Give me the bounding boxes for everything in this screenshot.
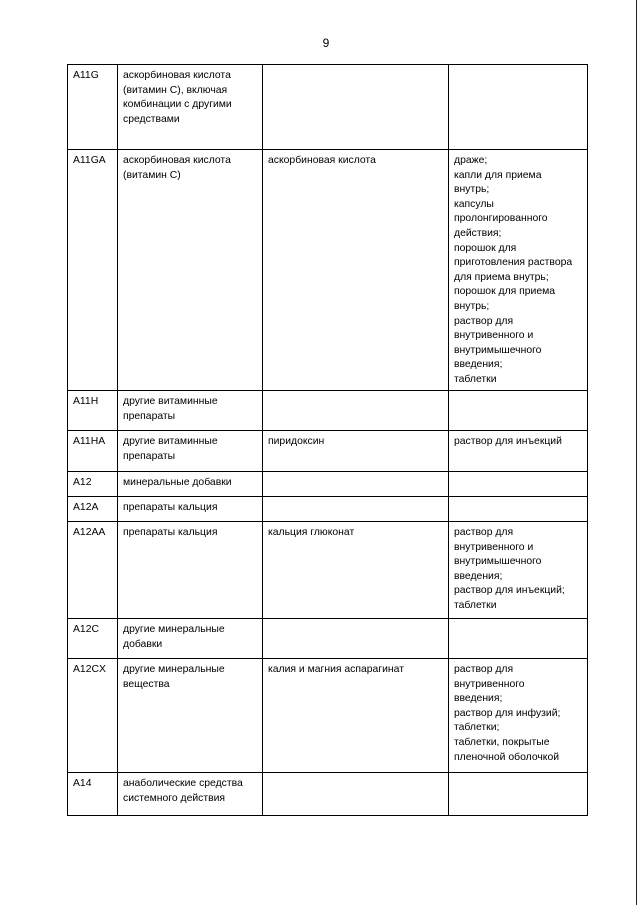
atc-code-cell: A11GA: [68, 150, 118, 391]
table-row: [68, 497, 588, 522]
group-name-cell: препараты кальция: [118, 497, 263, 522]
table-row: [68, 65, 588, 150]
substance-cell: [263, 391, 449, 431]
substance-cell: [263, 65, 449, 150]
atc-code-cell: A12CX: [68, 659, 118, 773]
dosage-forms-cell: драже; капли для приема внутрь; капсулы пролонгированного действия; порошок для приготовления раствора для приема внутрь; порошок для приема внутрь; раствор для внутривенного и внутримышечного введения; таблетки: [449, 150, 588, 391]
group-name-cell: аскорбиновая кислота (витамин С), включая комбинации с другими средствами: [118, 65, 263, 150]
atc-code-cell: A12AA: [68, 522, 118, 619]
group-name-cell: аскорбиновая кислота (витамин С): [118, 150, 263, 391]
group-name-cell: анаболические средства системного действия: [118, 773, 263, 816]
table-row: [68, 522, 588, 619]
substance-cell: [263, 773, 449, 816]
dosage-forms-cell: [449, 619, 588, 659]
substance-cell: калия и магния аспарагинат: [263, 659, 449, 773]
atc-code-cell: A12C: [68, 619, 118, 659]
table-row: [68, 773, 588, 816]
group-name-cell: препараты кальция: [118, 522, 263, 619]
group-name-cell: другие минеральные вещества: [118, 659, 263, 773]
atc-code-cell: A14: [68, 773, 118, 816]
dosage-forms-cell: [449, 773, 588, 816]
group-name-cell: другие минеральные добавки: [118, 619, 263, 659]
substance-cell: кальция глюконат: [263, 522, 449, 619]
table-row: [68, 472, 588, 497]
table-row: [68, 431, 588, 472]
substance-cell: [263, 619, 449, 659]
dosage-forms-cell: раствор для инъекций: [449, 431, 588, 472]
atc-code-cell: A11HA: [68, 431, 118, 472]
table-body: [68, 65, 588, 816]
atc-code-cell: A12: [68, 472, 118, 497]
atc-code-cell: A12A: [68, 497, 118, 522]
substance-cell: аскорбиновая кислота: [263, 150, 449, 391]
substance-cell: [263, 472, 449, 497]
table-row: [68, 619, 588, 659]
table-row: [68, 150, 588, 391]
atc-code-cell: A11G: [68, 65, 118, 150]
substance-cell: пиридоксин: [263, 431, 449, 472]
table-row: [68, 659, 588, 773]
dosage-forms-cell: [449, 65, 588, 150]
group-name-cell: минеральные добавки: [118, 472, 263, 497]
atc-code-cell: A11H: [68, 391, 118, 431]
dosage-forms-cell: [449, 472, 588, 497]
group-name-cell: другие витаминные препараты: [118, 391, 263, 431]
group-name-cell: другие витаминные препараты: [118, 431, 263, 472]
substance-cell: [263, 497, 449, 522]
dosage-forms-cell: раствор для внутривенного и внутримышечного введения; раствор для инъекций; таблетки: [449, 522, 588, 619]
drug-table: [67, 64, 588, 816]
table-row: [68, 391, 588, 431]
page-edge-line: [636, 0, 637, 905]
dosage-forms-cell: [449, 497, 588, 522]
page-number: 9: [322, 36, 330, 50]
dosage-forms-cell: [449, 391, 588, 431]
dosage-forms-cell: раствор для внутривенного введения; раствор для инфузий; таблетки; таблетки, покрытые пленочной оболочкой: [449, 659, 588, 773]
